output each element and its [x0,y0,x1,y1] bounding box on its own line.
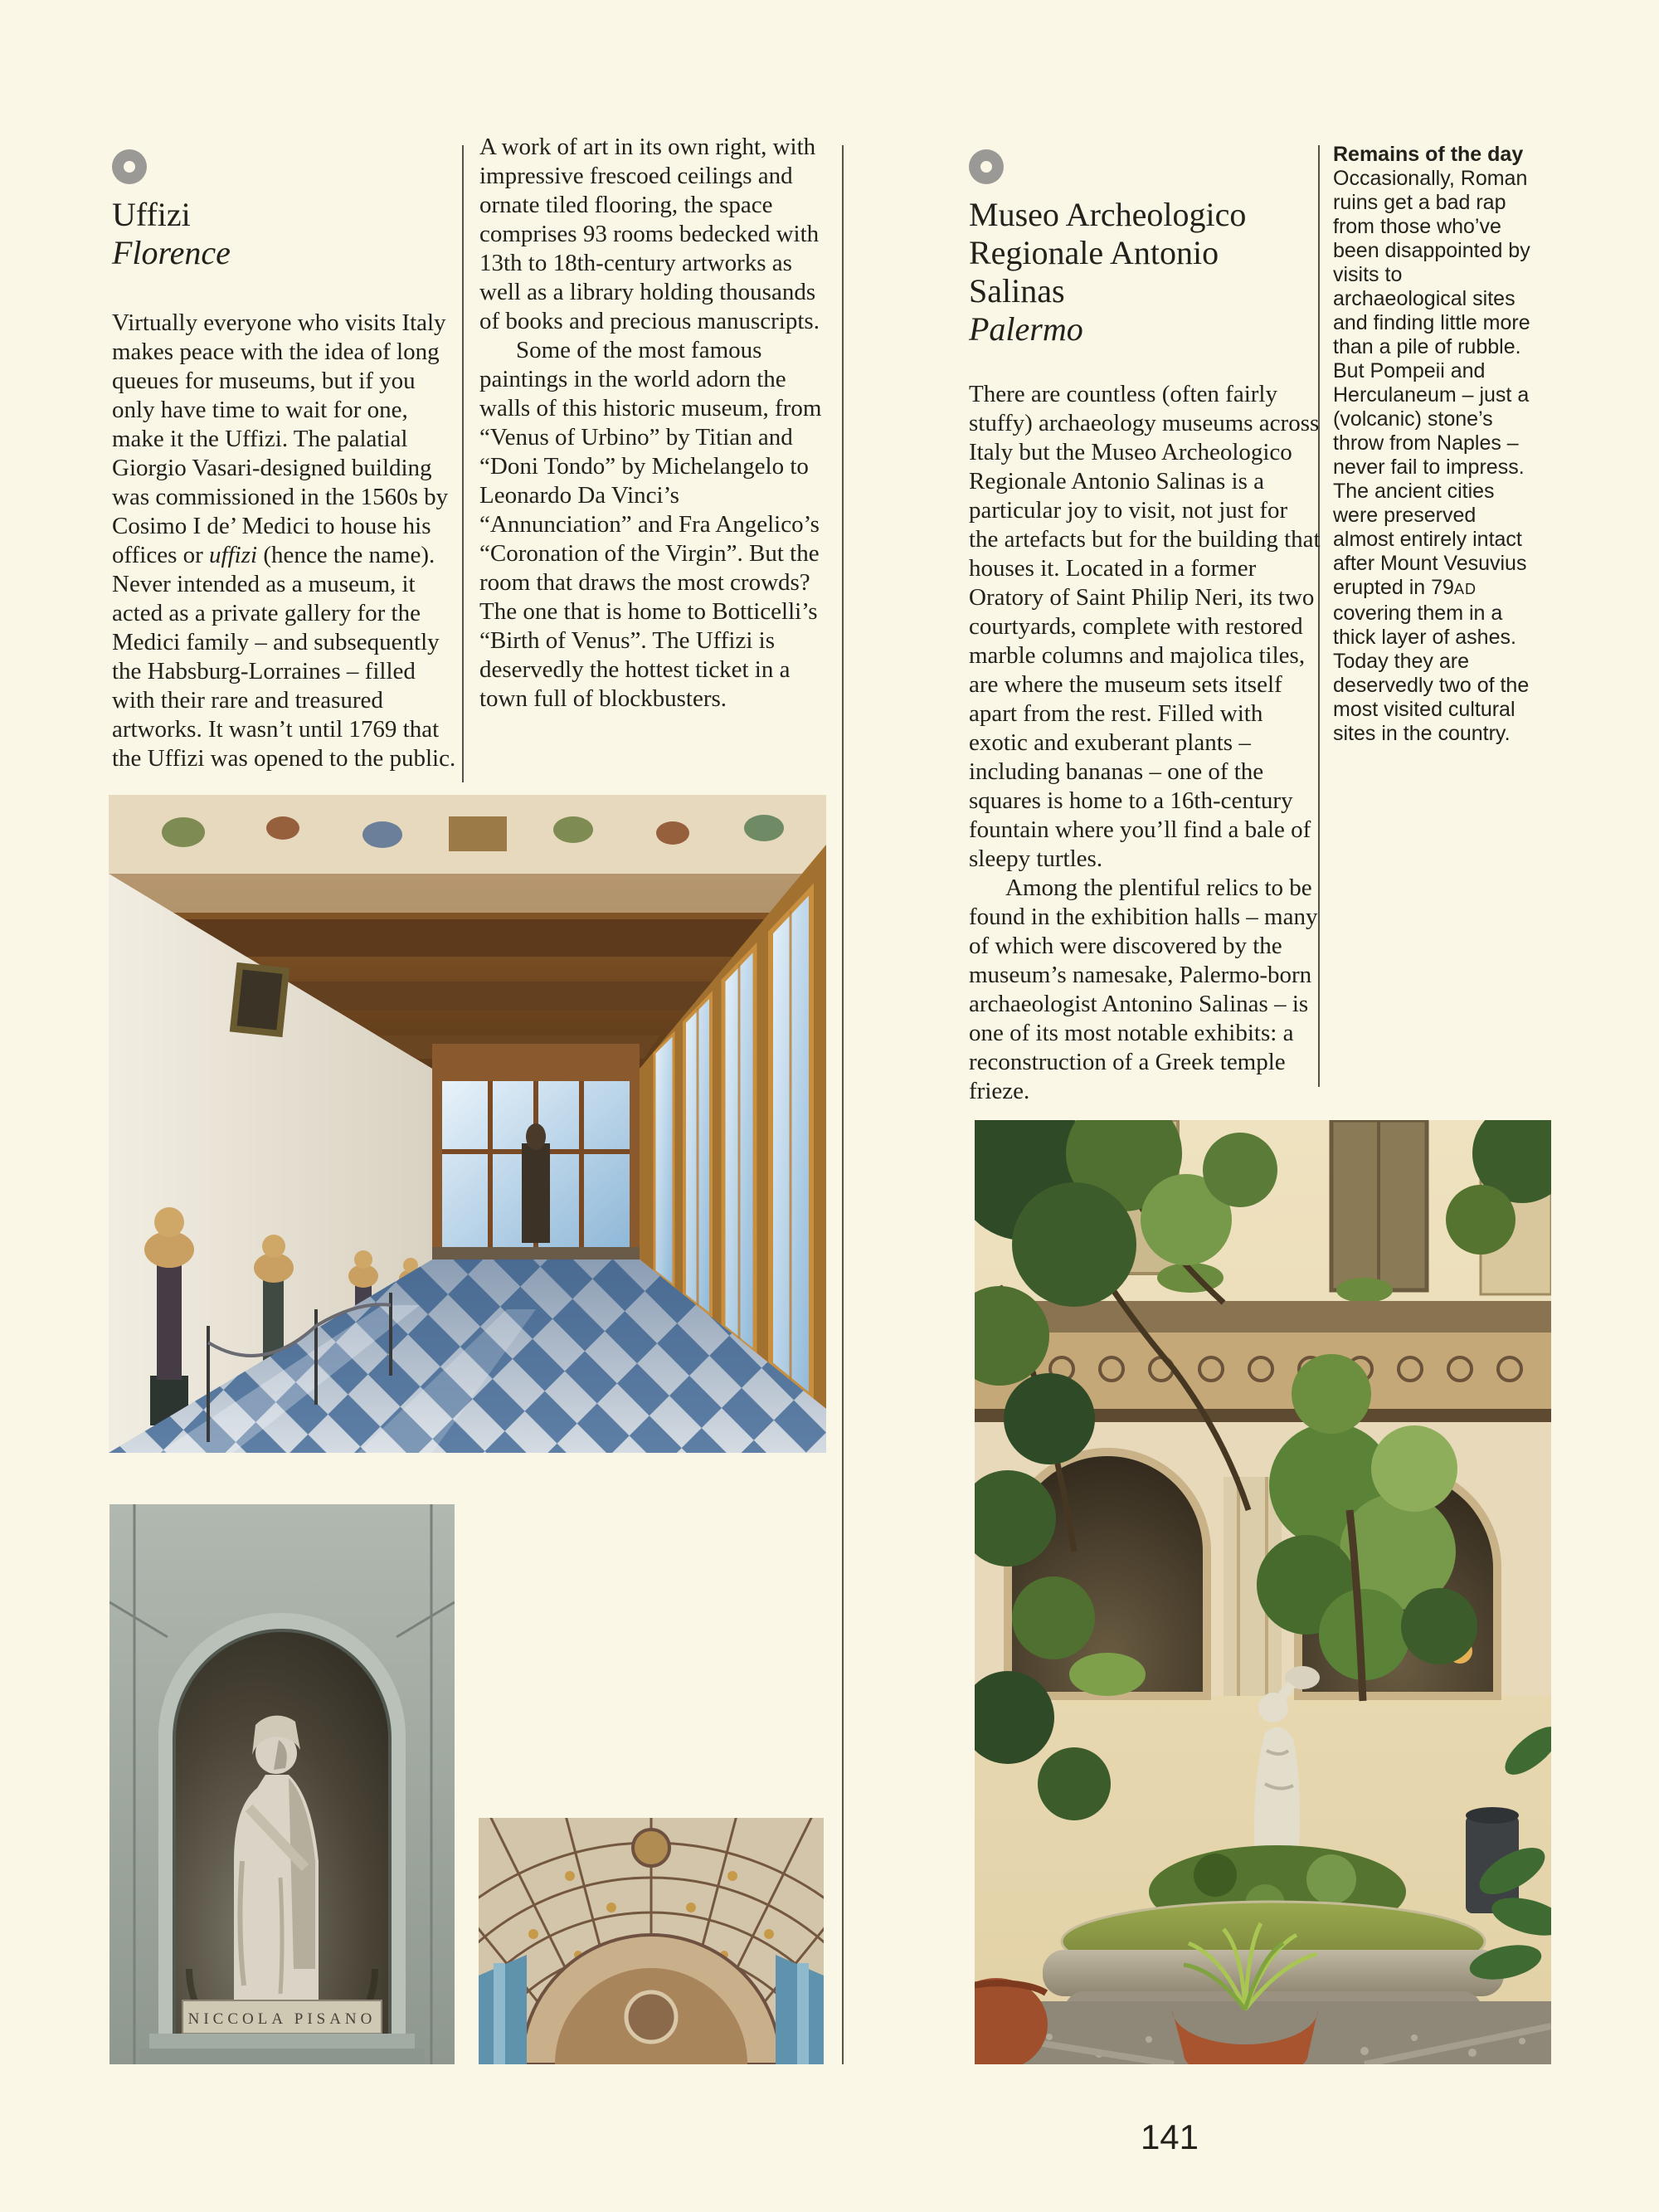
uffizi-p1-a: Virtually everyone who visits Italy makes peace with the idea of long queues for museums, but if you only have time to wait for one, make it the Uffizi. The palatial Giorgio Vasari-designed building was commissioned in the 1560s by Cosimo I de’ Medici to house his offices or [112,309,449,568]
salinas-title: Museo Archeologico Regionale Antonio Salinas [969,196,1247,309]
sidebar-body-a: Occasionally, Roman ruins get a bad rap from those who’ve been disappointed by visits to archaeological sites and finding little more than a pile of rubble. But Pompeii and Herculaneum – just a (volcanic) stone’s throw from Naples – never fail to impress. The ancient cities were preserved almost entirely intact after Mount Vesuvius erupted in 79 [1333,167,1530,599]
sidebar-body [1333,167,1530,746]
sidebar-title: Remains of the day [1333,143,1524,166]
uffizi-paragraph-3: Some of the most famous paintings in the world adorn the walls of this historic museum, from “Venus of Urbino” by Titian and “Doni Tondo” by Michelangelo to Leonardo Da Vinci’s “Annunciation” and Fra Angelico’s “Coronation of the Virgin”. But the room that draws the most crowds? The one that is home to Botticelli’s “Birth of Venus”. The Uffizi is deservedly the hottest ticket in a town full of blockbusters. [479,337,822,712]
photo-niccola-pisano-statue [109,1504,455,2064]
column-rule-2 [842,145,844,2064]
salinas-paragraph-2: Among the plentiful relics to be found in the exhibition halls – many of which were discovered by the museum’s namesake, Palermo-born archaeologist Antonino Salinas – is one of its most notable exhibits: a reconstruction of a Greek temple frieze. [969,875,1318,1104]
sidebar-era-smallcaps: AD [1453,581,1477,597]
uffizi-title: Uffizi [112,196,191,233]
bullseye-icon [969,149,1004,184]
salinas-column [969,149,1321,1106]
uffizi-p1-italic: uffizi [209,542,258,568]
salinas-city: Palermo [969,310,1083,348]
uffizi-paragraph-2: A work of art in its own right, with impressive frescoed ceilings and ornate tiled flooring, the space comprises 93 rooms bedecked with 13th to 18th-century artworks as well as a library holding thousands of books and precious manuscripts. [479,134,820,334]
uffizi-p1-b: (hence the name). Never intended as a museum, it acted as a private gallery for the Medici family – and subsequently the Habsburg-Lorraines – filled with their rare and treasured artworks. It wasn’t until 1769 that the Uffizi was opened to the public. [112,542,456,772]
statue-plaque-text: NICCOLA PISANO [187,2010,377,2028]
uffizi-paragraph-1 [112,309,462,773]
photo-salinas-courtyard [975,1120,1551,2064]
bullseye-icon [112,149,147,184]
photo-uffizi-corridor [109,795,826,1453]
sidebar-remains-of-the-day [1333,143,1530,746]
page-number: 141 [1140,2117,1199,2156]
uffizi-column-2 [479,133,831,714]
sidebar-body-b: covering them in a thick layer of ashes. Today they are deservedly two of the most visited cultural sites in the country. [1333,602,1530,745]
salinas-paragraph-1: There are countless (often fairly stuffy) archaeology museums across Italy but the Museo Archeologico Regionale Antonio Salinas is a particular joy to visit, not just for the artefacts but for the building that houses it. Located in a former Oratory of Saint Philip Neri, its two courtyards, complete with restored marble columns and majolica tiles, are where the museum sets itself apart from the rest. Filled with exotic and exuberant plants – including bananas – one of the squares is home to a 16th-century fountain where you’ll find a bale of sleepy turtles. [969,381,1321,872]
column-rule-1 [462,145,464,782]
photo-dome-ceiling [479,1818,824,2064]
uffizi-city: Florence [112,234,231,271]
uffizi-column-1 [112,149,462,773]
